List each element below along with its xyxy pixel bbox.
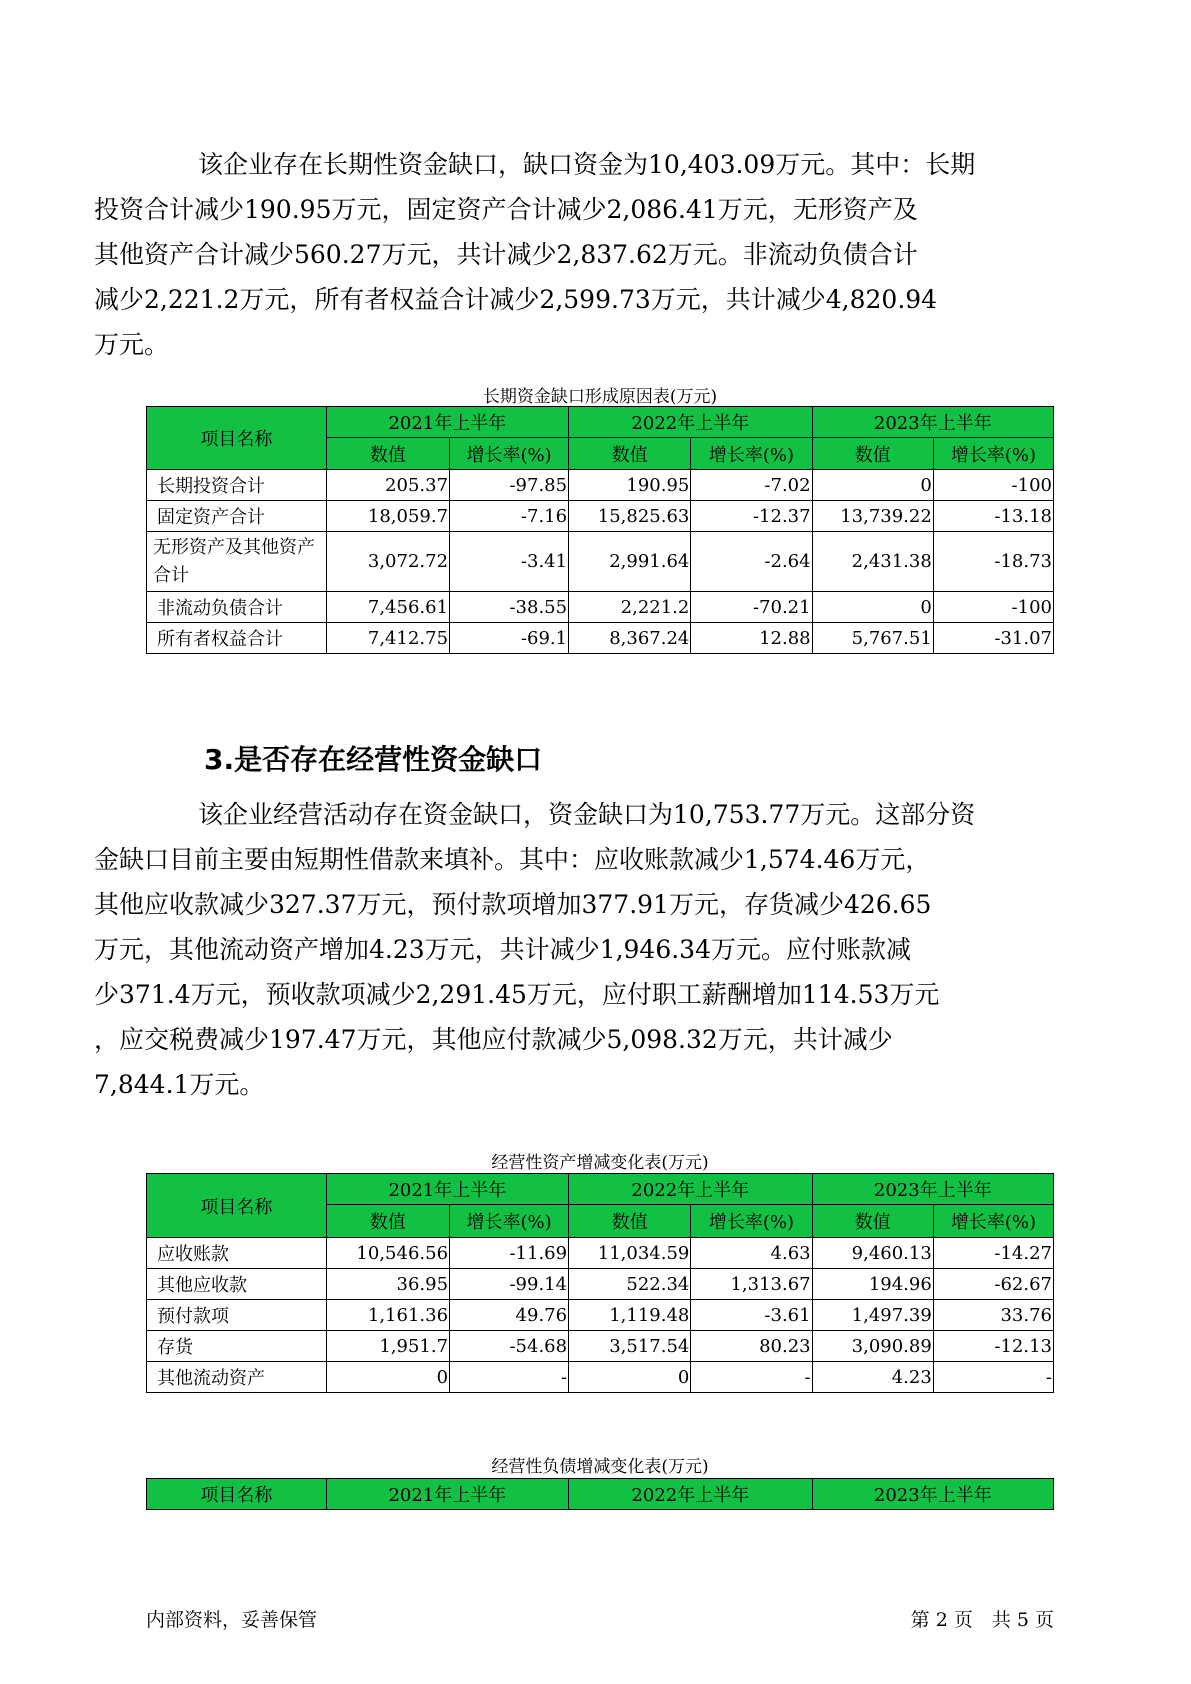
- item-name-header: 项目名称: [147, 1479, 327, 1510]
- cell: 194.96: [812, 1269, 933, 1300]
- cell: -18.73: [933, 532, 1053, 592]
- section-heading: 3.是否存在经营性资金缺口: [204, 743, 543, 776]
- cell: 0: [812, 592, 933, 623]
- row-label: 所有者权益合计: [147, 623, 327, 654]
- cell: -99.14: [450, 1269, 569, 1300]
- cell: 4.63: [691, 1238, 812, 1269]
- row-label: 固定资产合计: [147, 501, 327, 532]
- cell: 7,412.75: [326, 623, 449, 654]
- cell: 10,546.56: [326, 1238, 449, 1269]
- cell: -: [450, 1362, 569, 1393]
- cell: -12.37: [691, 501, 812, 532]
- cell: 0: [326, 1362, 449, 1393]
- cell: -62.67: [933, 1269, 1053, 1300]
- para-line: 7,844.1万元。: [94, 1070, 265, 1099]
- year-header: 2022年上半年: [569, 1174, 813, 1205]
- cell: -: [691, 1362, 812, 1393]
- cell: -11.69: [450, 1238, 569, 1269]
- cell: -69.1: [450, 623, 569, 654]
- row-label: 长期投资合计: [147, 470, 327, 501]
- para-line: 少371.4万元，预收款项减少2,291.45万元，应付职工薪酬增加114.53万元: [94, 980, 940, 1009]
- cell: 1,119.48: [569, 1300, 691, 1331]
- cell: 205.37: [326, 470, 449, 501]
- value-header: 数值: [812, 1205, 933, 1238]
- table-row: [147, 1238, 1054, 1269]
- cell: 2,991.64: [569, 532, 691, 592]
- year-header: 2023年上半年: [812, 407, 1053, 438]
- year-header: 2022年上半年: [569, 407, 813, 438]
- cell: 33.76: [933, 1300, 1053, 1331]
- para-line: 该企业经营活动存在资金缺口，资金缺口为10,753.77万元。这部分资: [198, 800, 976, 829]
- year-header: 2021年上半年: [326, 407, 568, 438]
- cell: -12.13: [933, 1331, 1053, 1362]
- para-line: 投资合计减少190.95万元，固定资产合计减少2,086.41万元，无形资产及: [94, 195, 918, 224]
- table-row: [147, 1331, 1054, 1362]
- cell: 3,072.72: [326, 532, 449, 592]
- footer-confidential: 内部资料，妥善保管: [146, 1609, 318, 1631]
- cell: 1,313.67: [691, 1269, 812, 1300]
- table-row: [147, 1269, 1054, 1300]
- year-header: 2021年上半年: [326, 1479, 568, 1510]
- row-label: 应收账款: [147, 1238, 327, 1269]
- cell: 4.23: [812, 1362, 933, 1393]
- cell: -7.16: [450, 501, 569, 532]
- cell: 49.76: [450, 1300, 569, 1331]
- table1-caption: 长期资金缺口形成原因表(万元): [482, 387, 718, 407]
- value-header: 数值: [326, 1205, 449, 1238]
- para-line: 万元，其他流动资产增加4.23万元，共计减少1,946.34万元。应付账款减: [94, 935, 911, 964]
- cell: -13.18: [933, 501, 1053, 532]
- cell: 2,221.2: [569, 592, 691, 623]
- row-label: 存货: [147, 1331, 327, 1362]
- table2-caption: 经营性资产增减变化表(万元): [491, 1153, 709, 1173]
- row-label: 非流动负债合计: [147, 592, 327, 623]
- table-row: [147, 592, 1054, 623]
- cell: -31.07: [933, 623, 1053, 654]
- cell: 9,460.13: [812, 1238, 933, 1269]
- growth-header: 增长率(%): [933, 438, 1053, 470]
- para-line: 该企业存在长期性资金缺口，缺口资金为10,403.09万元。其中：长期: [198, 150, 976, 179]
- para-line: 万元。: [94, 330, 170, 359]
- growth-header: 增长率(%): [450, 438, 569, 470]
- cell: -70.21: [691, 592, 812, 623]
- growth-header: 增长率(%): [933, 1205, 1053, 1238]
- para-line: 减少2,221.2万元，所有者权益合计减少2,599.73万元，共计减少4,820.94: [94, 285, 938, 314]
- operating-liabilities-table: [146, 1478, 1054, 1510]
- table-row: [147, 470, 1054, 501]
- growth-header: 增长率(%): [691, 1205, 812, 1238]
- cell: 0: [812, 470, 933, 501]
- paragraph-operating-gap: [94, 792, 1054, 1107]
- long-term-gap-table: [146, 406, 1054, 654]
- paragraph-long-term-gap: [94, 142, 1054, 367]
- value-header: 数值: [569, 1205, 691, 1238]
- cell: 3,090.89: [812, 1331, 933, 1362]
- table-row: [147, 501, 1054, 532]
- cell: -97.85: [450, 470, 569, 501]
- value-header: 数值: [569, 438, 691, 470]
- cell: 36.95: [326, 1269, 449, 1300]
- cell: 80.23: [691, 1331, 812, 1362]
- cell: 1,161.36: [326, 1300, 449, 1331]
- row-label: 其他应收款: [147, 1269, 327, 1300]
- year-header: 2022年上半年: [569, 1479, 813, 1510]
- table-row: [147, 1362, 1054, 1393]
- cell: 15,825.63: [569, 501, 691, 532]
- value-header: 数值: [326, 438, 449, 470]
- cell: -: [933, 1362, 1053, 1393]
- cell: -7.02: [691, 470, 812, 501]
- cell: -54.68: [450, 1331, 569, 1362]
- growth-header: 增长率(%): [691, 438, 812, 470]
- cell: 2,431.38: [812, 532, 933, 592]
- year-header: 2023年上半年: [812, 1479, 1053, 1510]
- cell: -100: [933, 470, 1053, 501]
- cell: 18,059.7: [326, 501, 449, 532]
- cell: -3.61: [691, 1300, 812, 1331]
- cell: -14.27: [933, 1238, 1053, 1269]
- table-row: [147, 623, 1054, 654]
- cell: 522.34: [569, 1269, 691, 1300]
- operating-assets-table: [146, 1173, 1054, 1393]
- value-header: 数值: [812, 438, 933, 470]
- para-line: 其他资产合计减少560.27万元，共计减少2,837.62万元。非流动负债合计: [94, 240, 918, 269]
- cell: 1,951.7: [326, 1331, 449, 1362]
- growth-header: 增长率(%): [450, 1205, 569, 1238]
- cell: 190.95: [569, 470, 691, 501]
- table-row: [147, 1300, 1054, 1331]
- cell: 12.88: [691, 623, 812, 654]
- cell: 8,367.24: [569, 623, 691, 654]
- cell: -2.64: [691, 532, 812, 592]
- row-label: 预付款项: [147, 1300, 327, 1331]
- cell: 7,456.61: [326, 592, 449, 623]
- table3-caption: 经营性负债增减变化表(万元): [491, 1457, 709, 1477]
- year-header: 2023年上半年: [812, 1174, 1053, 1205]
- row-label: 无形资产及其他资产合计: [147, 532, 327, 592]
- cell: 3,517.54: [569, 1331, 691, 1362]
- item-name-header: 项目名称: [147, 407, 327, 470]
- cell: 5,767.51: [812, 623, 933, 654]
- para-line: 金缺口目前主要由短期性借款来填补。其中：应收账款减少1,574.46万元，: [94, 845, 931, 874]
- year-header: 2021年上半年: [326, 1174, 568, 1205]
- cell: 11,034.59: [569, 1238, 691, 1269]
- cell: 1,497.39: [812, 1300, 933, 1331]
- para-line: 其他应收款减少327.37万元，预付款项增加377.91万元，存货减少426.65: [94, 890, 932, 919]
- cell: -100: [933, 592, 1053, 623]
- table-row: [147, 532, 1054, 592]
- item-name-header: 项目名称: [147, 1174, 327, 1238]
- cell: 13,739.22: [812, 501, 933, 532]
- cell: -3.41: [450, 532, 569, 592]
- para-line: ，应交税费减少197.47万元，其他应付款减少5,098.32万元，共计减少: [94, 1025, 893, 1054]
- footer-page-number: 第 2 页 共 5 页: [910, 1609, 1054, 1631]
- cell: -38.55: [450, 592, 569, 623]
- row-label: 其他流动资产: [147, 1362, 327, 1393]
- cell: 0: [569, 1362, 691, 1393]
